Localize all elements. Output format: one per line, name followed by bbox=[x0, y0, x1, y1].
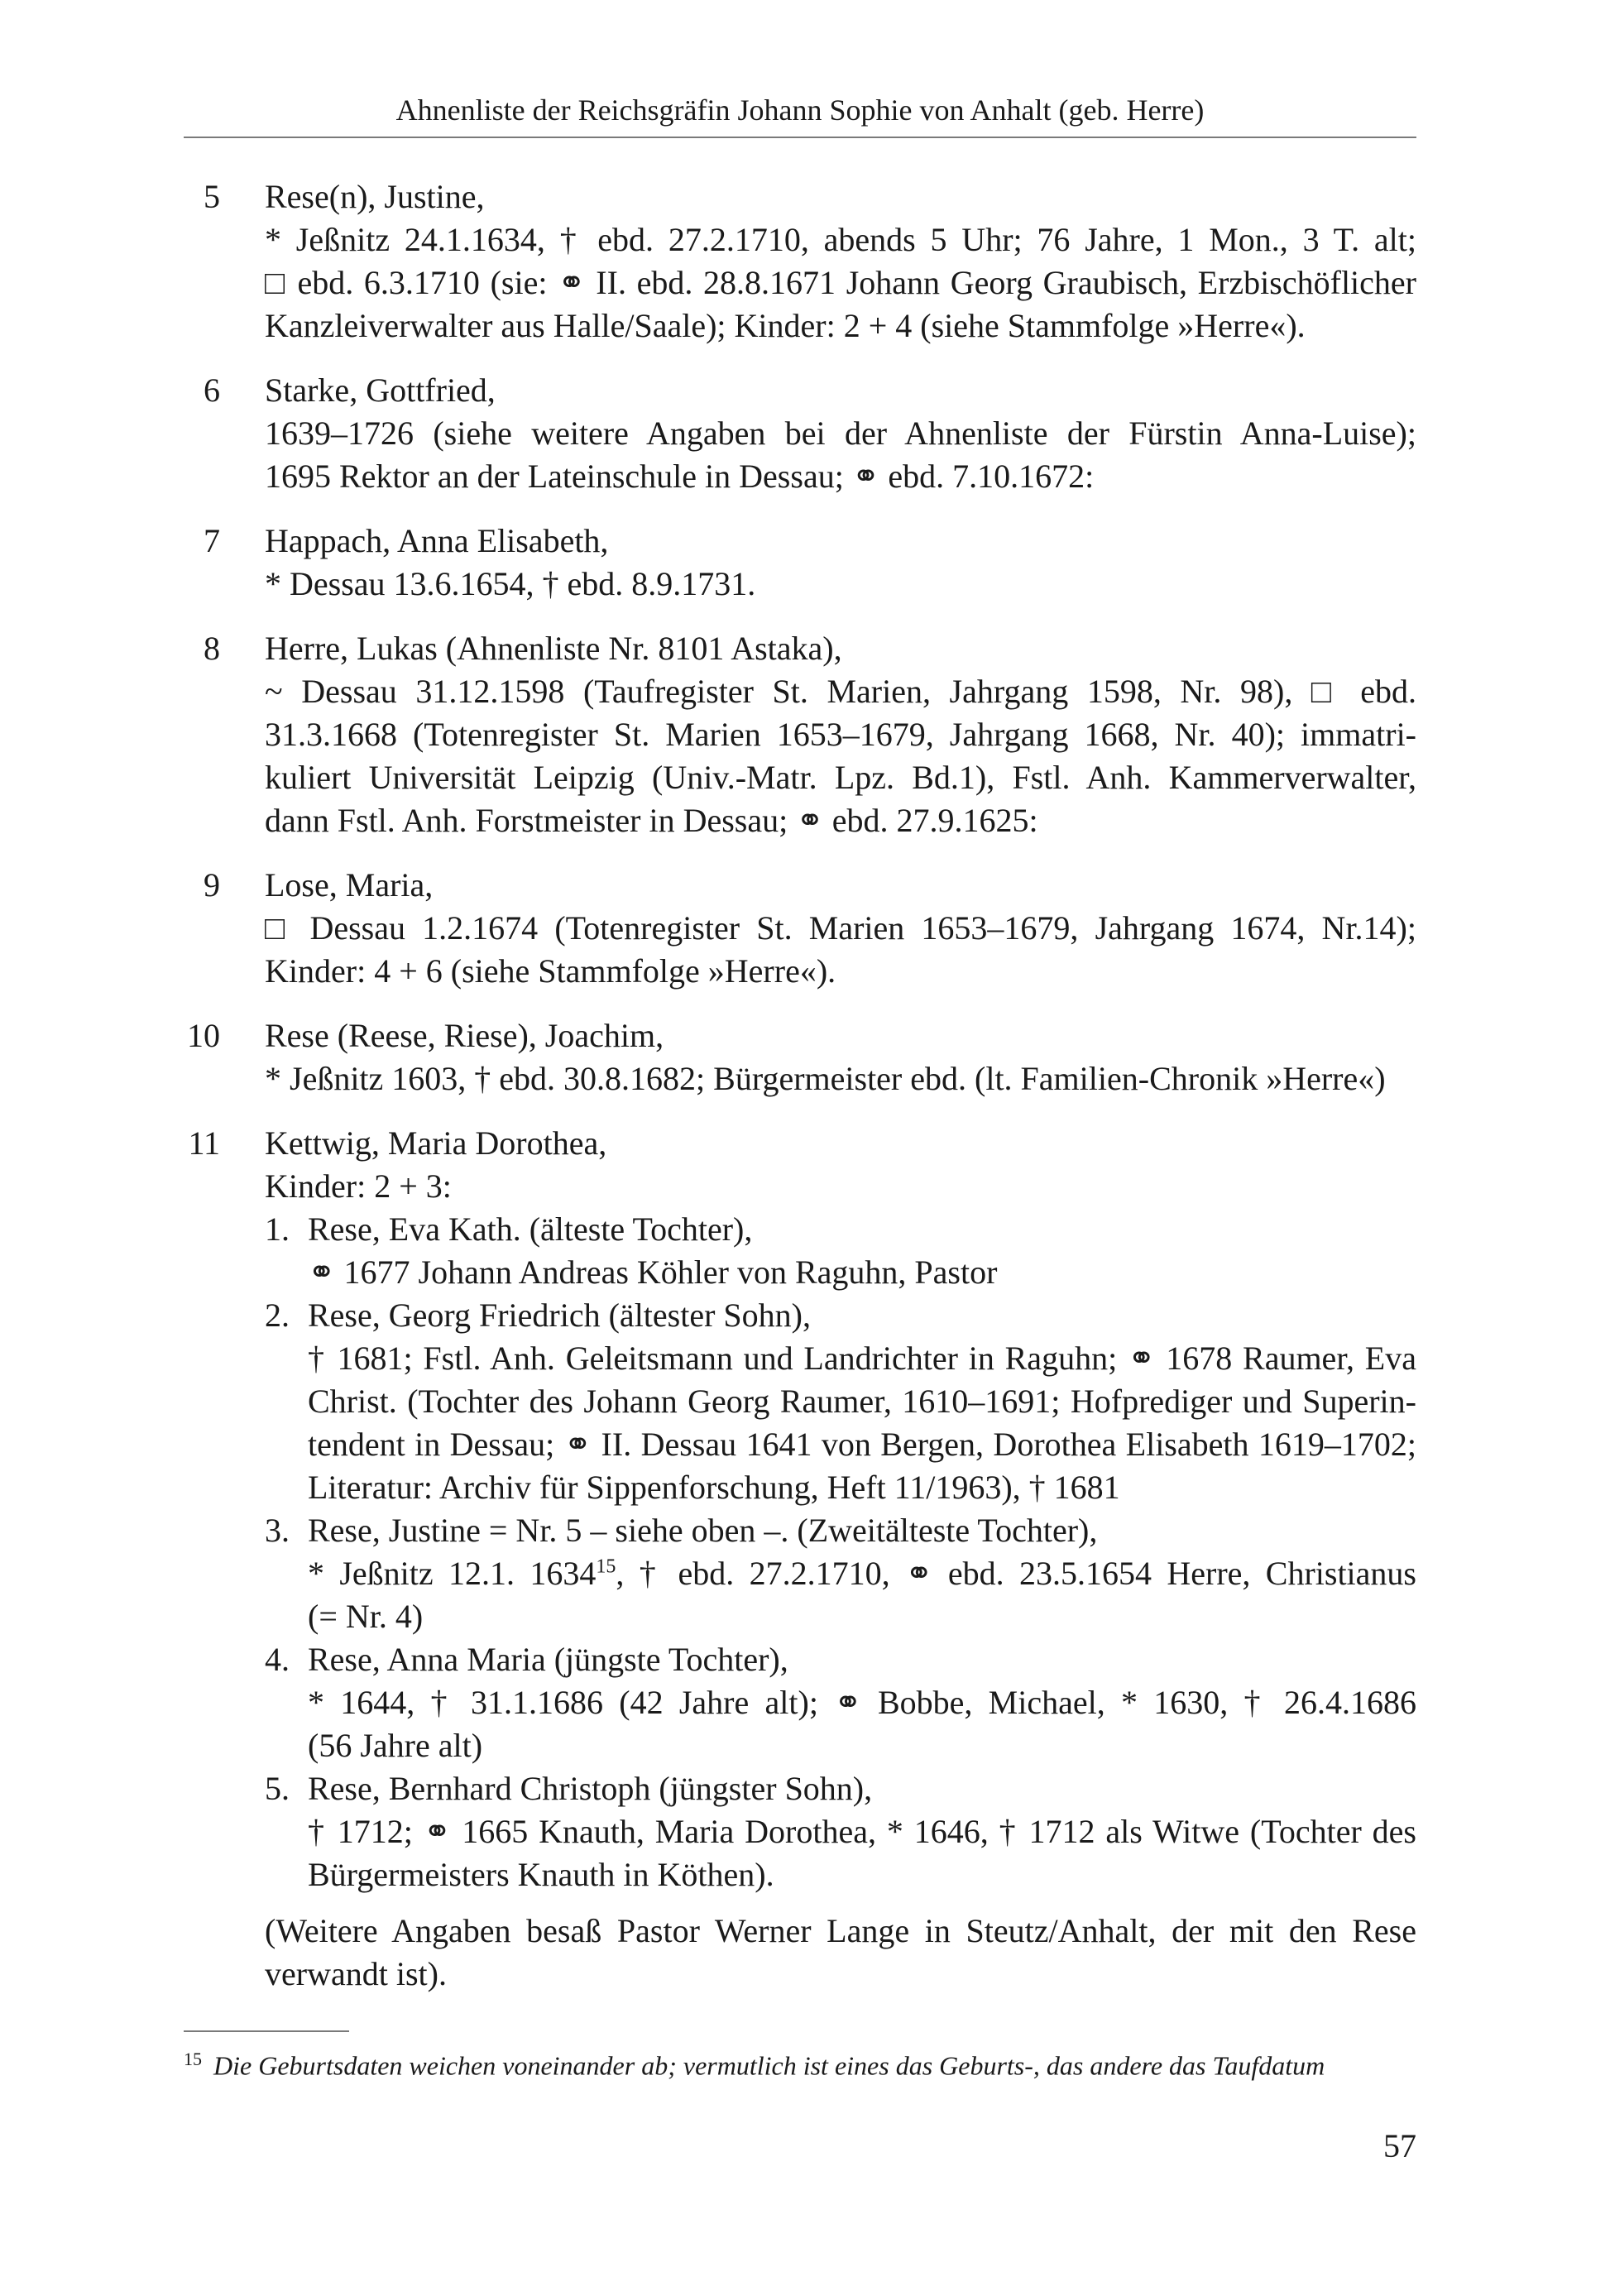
child-line: Rese, Georg Friedrich (ältester Sohn), bbox=[308, 1297, 811, 1334]
entry-line: 1639–1726 (siehe weitere Angaben bei der Ahnenliste der Fürstin Anna-Luise); bbox=[265, 415, 1416, 452]
child-body bbox=[308, 1767, 1416, 1896]
child-body bbox=[308, 1208, 1416, 1294]
entry-body bbox=[265, 1014, 1416, 1100]
entry-number: 7 bbox=[204, 522, 220, 559]
entry-line: * Dessau 13.6.1654, † ebd. 8.9.1731. bbox=[265, 565, 756, 602]
remark-line: (Weitere Angaben besaß Pastor Werner Lange in Steutz/Anhalt, der mit den Rese bbox=[265, 1912, 1416, 1949]
child-item-2 bbox=[265, 1294, 1416, 1509]
child-line: Rese, Justine = Nr. 5 – siehe oben –. (Zweitälteste Tochter), bbox=[308, 1512, 1098, 1549]
child-line: (56 Jahre alt) bbox=[308, 1727, 483, 1764]
entry-body bbox=[265, 369, 1416, 498]
footnote bbox=[184, 2048, 1416, 2083]
footnote-reference[interactable]: 15 bbox=[596, 1555, 616, 1578]
child-number: 4. bbox=[265, 1641, 290, 1678]
entry-number: 6 bbox=[204, 371, 220, 409]
child-line-part: * Jeßnitz 12.1. 1634 bbox=[308, 1555, 597, 1592]
child-line: tendent in Dessau; ⚭ II. Dessau 1641 von Bergen, Dorothea Elisabeth 1619–1702; bbox=[308, 1426, 1416, 1463]
children-label: Kinder: 2 + 3: bbox=[265, 1167, 452, 1205]
child-line: Rese, Bernhard Christoph (jüngster Sohn), bbox=[308, 1770, 873, 1807]
child-line: ⚭ 1677 Johann Andreas Köhler von Raguhn, Pastor bbox=[308, 1253, 998, 1291]
entry-body bbox=[265, 864, 1416, 993]
entry-number: 11 bbox=[188, 1124, 220, 1162]
child-body bbox=[308, 1509, 1416, 1638]
child-line: Rese, Eva Kath. (älteste Tochter), bbox=[308, 1210, 753, 1248]
child-line: Bürgermeisters Knauth in Köthen). bbox=[308, 1856, 774, 1893]
child-line: † 1712; ⚭ 1665 Knauth, Maria Dorothea, * 1646, † 1712 als Witwe (Tochter des bbox=[308, 1813, 1416, 1850]
child-body bbox=[308, 1638, 1416, 1767]
footnote-text: Die Geburtsdaten weichen voneinander ab; vermutlich ist eines das Geburts-, das andere das Taufdatum bbox=[213, 2050, 1325, 2081]
entry-line: dann Fstl. Anh. Forstmeister in Dessau; ⚭ ebd. 27.9.1625: bbox=[265, 802, 1038, 839]
entry-line: Starke, Gottfried, bbox=[265, 371, 496, 409]
entry-body bbox=[265, 175, 1416, 348]
child-line-part: , † ebd. 27.2.1710, ⚭ ebd. 23.5.1654 Herre, Christianus bbox=[616, 1555, 1416, 1592]
entry-line: Herre, Lukas (Ahnenliste Nr. 8101 Astaka), bbox=[265, 630, 842, 667]
genealogy-list bbox=[174, 175, 1416, 2017]
entry-line: 31.3.1668 (Totenregister St. Marien 1653–1679, Jahrgang 1668, Nr. 40); immatri- bbox=[265, 716, 1416, 753]
child-line: * 1644, † 31.1.1686 (42 Jahre alt); ⚭ Bobbe, Michael, * 1630, † 26.4.1686 bbox=[308, 1684, 1416, 1721]
entry-line: * Jeßnitz 1603, † ebd. 30.8.1682; Bürgermeister ebd. (lt. Familien-Chronik »Herre«) bbox=[265, 1060, 1386, 1097]
entry-line: Rese (Reese, Riese), Joachim, bbox=[265, 1017, 664, 1054]
entry-line: Kanzleiverwalter aus Halle/Saale); Kinder: 2 + 4 (siehe Stammfolge »Herre«). bbox=[265, 307, 1306, 344]
child-number: 2. bbox=[265, 1297, 290, 1334]
entry-line: Rese(n), Justine, bbox=[265, 178, 485, 215]
entry-10 bbox=[174, 1014, 1416, 1100]
footnote-mark: 15 bbox=[184, 2049, 202, 2069]
entry-11 bbox=[174, 1122, 1416, 1996]
entry-number: 5 bbox=[204, 178, 220, 215]
entry-number: 8 bbox=[204, 630, 220, 667]
header-divider bbox=[184, 137, 1416, 138]
entry-7 bbox=[174, 520, 1416, 606]
child-item-1 bbox=[265, 1208, 1416, 1294]
entry-body bbox=[265, 1122, 1416, 1996]
entry-line: Lose, Maria, bbox=[265, 866, 434, 904]
entry-line: □ ebd. 6.3.1710 (sie: ⚭ II. ebd. 28.8.1671 Johann Georg Graubisch, Erzbischöflicher bbox=[265, 264, 1416, 301]
child-line: Christ. (Tochter des Johann Georg Raumer, 1610–1691; Hofprediger und Superin- bbox=[308, 1383, 1416, 1420]
entry-line: Kinder: 4 + 6 (siehe Stammfolge »Herre«). bbox=[265, 952, 836, 990]
entry-body bbox=[265, 520, 1416, 606]
child-item-5 bbox=[265, 1767, 1416, 1896]
child-line-with-footnote bbox=[308, 1552, 1416, 1595]
remark-line: verwandt ist). bbox=[265, 1955, 447, 1992]
entry-number: 10 bbox=[187, 1017, 220, 1054]
entry-9 bbox=[174, 864, 1416, 993]
child-line: † 1681; Fstl. Anh. Geleitsmann und Landrichter in Raguhn; ⚭ 1678 Raumer, Eva bbox=[308, 1340, 1416, 1377]
entry-line: ~ Dessau 31.12.1598 (Taufregister St. Marien, Jahrgang 1598, Nr. 98), □ ebd. bbox=[265, 673, 1416, 710]
footnote-divider bbox=[184, 2030, 349, 2032]
child-body bbox=[308, 1294, 1416, 1509]
child-line: Rese, Anna Maria (jüngste Tochter), bbox=[308, 1641, 788, 1678]
child-line: (= Nr. 4) bbox=[308, 1598, 424, 1635]
entry-line: 1695 Rektor an der Lateinschule in Dessau; ⚭ ebd. 7.10.1672: bbox=[265, 458, 1095, 495]
running-header: Ahnenliste der Reichsgräfin Johann Sophie von Anhalt (geb. Herre) bbox=[395, 93, 1205, 127]
entry-line: kuliert Universität Leipzig (Univ.-Matr. Lpz. Bd.1), Fstl. Anh. Kammerverwalter, bbox=[265, 759, 1416, 796]
page-number: 57 bbox=[1383, 2127, 1416, 2164]
entry-body bbox=[265, 627, 1416, 842]
entry-5 bbox=[174, 175, 1416, 348]
remark bbox=[265, 1910, 1416, 1996]
child-item-4 bbox=[265, 1638, 1416, 1767]
child-number: 5. bbox=[265, 1770, 290, 1807]
child-item-3 bbox=[265, 1509, 1416, 1638]
entry-line: □ Dessau 1.2.1674 (Totenregister St. Marien 1653–1679, Jahrgang 1674, Nr.14); bbox=[265, 909, 1416, 947]
entry-line: * Jeßnitz 24.1.1634, † ebd. 27.2.1710, abends 5 Uhr; 76 Jahre, 1 Mon., 3 T. alt; bbox=[265, 221, 1416, 258]
entry-8 bbox=[174, 627, 1416, 842]
child-number: 3. bbox=[265, 1512, 290, 1549]
entry-line: Happach, Anna Elisabeth, bbox=[265, 522, 609, 559]
child-line: Literatur: Archiv für Sippenforschung, Heft 11/1963), † 1681 bbox=[308, 1469, 1120, 1506]
entry-6 bbox=[174, 369, 1416, 498]
entry-line: Kettwig, Maria Dorothea, bbox=[265, 1124, 607, 1162]
entry-number: 9 bbox=[204, 866, 220, 904]
child-number: 1. bbox=[265, 1210, 290, 1248]
